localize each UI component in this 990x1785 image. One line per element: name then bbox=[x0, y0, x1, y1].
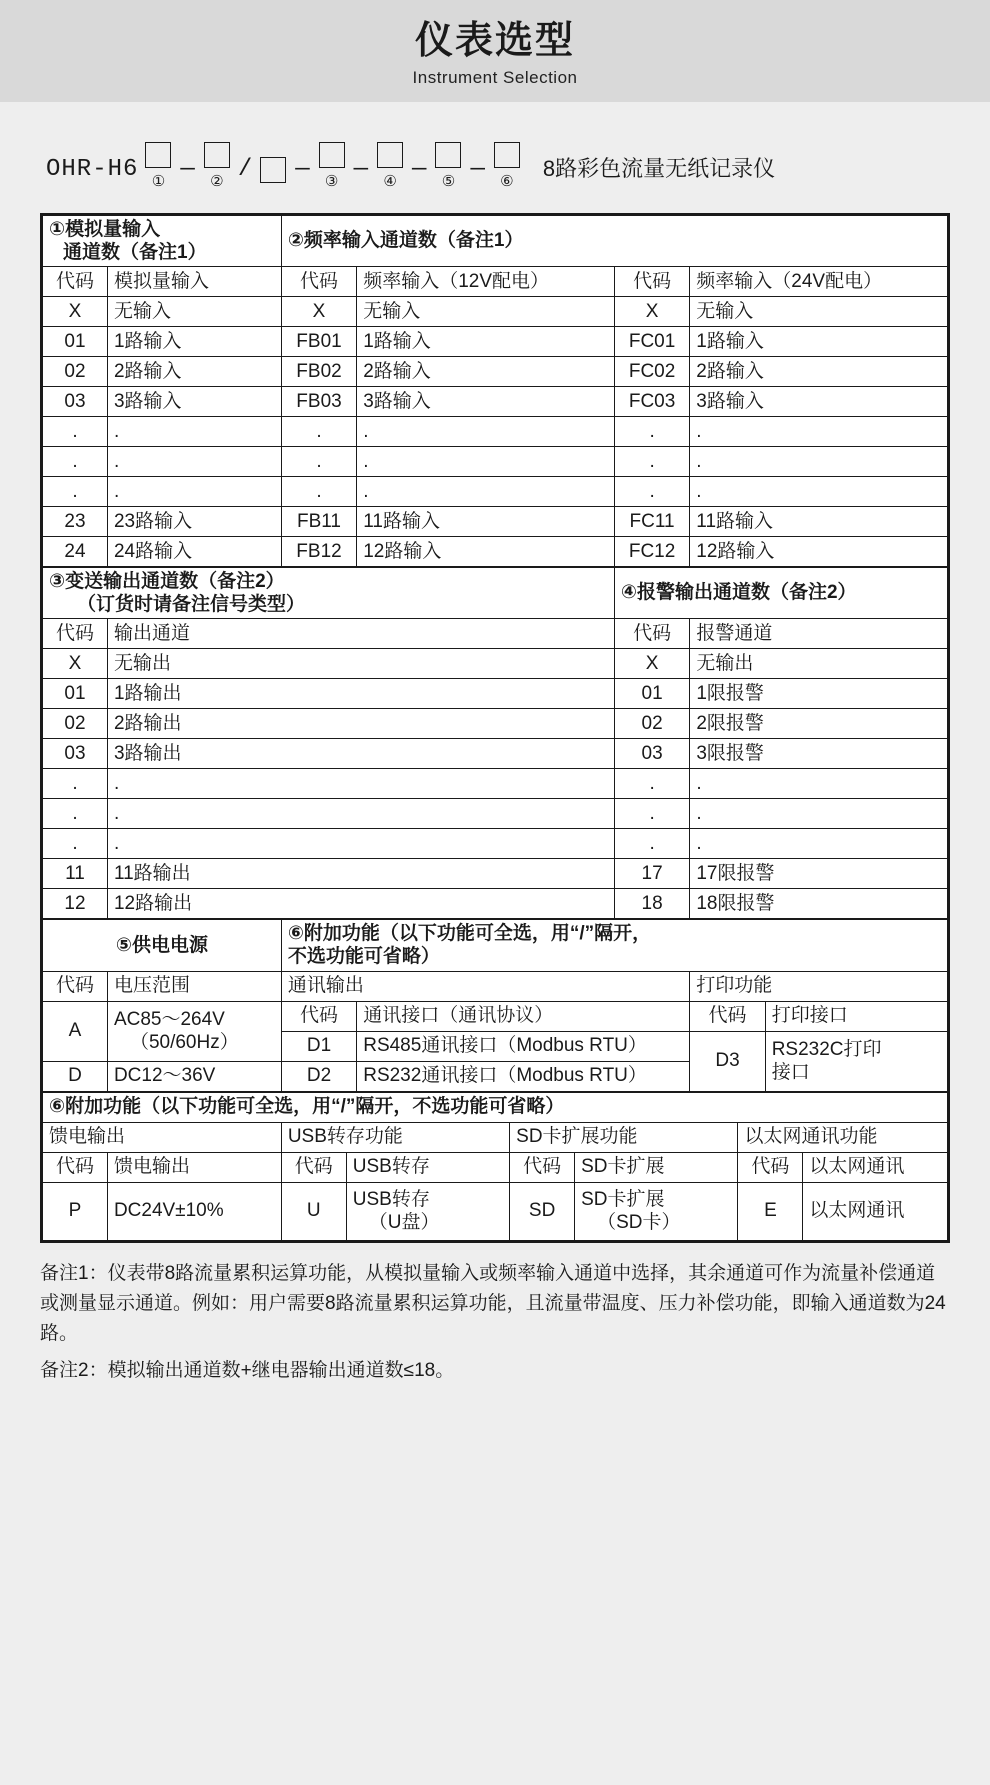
cell-desc: 3限报警 bbox=[690, 739, 948, 769]
header-sd-function: SD卡扩展功能 bbox=[510, 1122, 738, 1152]
cell-code: 12 bbox=[43, 889, 108, 919]
cell-code: 02 bbox=[43, 356, 108, 386]
cell-desc: 无输入 bbox=[107, 296, 281, 326]
section-6b-title: ⑥附加功能（以下功能可全选，用“/”隔开，不选功能可省略） bbox=[43, 1092, 948, 1122]
slot-box-2b[interactable] bbox=[260, 157, 286, 183]
header-sd-ext: SD卡扩展 bbox=[575, 1152, 738, 1182]
header-comm-interface: 通讯接口（通讯协议） bbox=[357, 1001, 690, 1031]
table-row bbox=[43, 416, 948, 446]
cell-desc: . bbox=[107, 416, 281, 446]
cell-desc: . bbox=[690, 446, 948, 476]
table-row bbox=[43, 296, 948, 326]
cell-desc: . bbox=[107, 829, 614, 859]
power-a-line1: AC85～264V bbox=[113, 1008, 225, 1030]
cell-desc: 无输入 bbox=[690, 296, 948, 326]
section-1-title bbox=[43, 215, 282, 266]
cell-code: FB12 bbox=[281, 536, 356, 566]
table-row bbox=[43, 1182, 948, 1240]
cell-desc: 1限报警 bbox=[690, 679, 948, 709]
cell-desc: 23路输入 bbox=[107, 506, 281, 536]
table-row bbox=[43, 619, 948, 649]
cell-desc-sd bbox=[575, 1182, 738, 1240]
header-code-5: 代码 bbox=[614, 619, 689, 649]
cell-code: . bbox=[614, 799, 689, 829]
table-row bbox=[43, 1001, 948, 1031]
cell-code: 24 bbox=[43, 536, 108, 566]
model-separator-5: — bbox=[412, 155, 427, 183]
cell-desc: 11路输入 bbox=[357, 506, 615, 536]
table-row bbox=[43, 476, 948, 506]
cell-code: FC03 bbox=[614, 386, 689, 416]
cell-desc: 1路输出 bbox=[107, 679, 614, 709]
cell-desc: 11路输入 bbox=[690, 506, 948, 536]
cell-code-usb: U bbox=[281, 1182, 346, 1240]
selection-tables bbox=[40, 213, 950, 1243]
model-prefix: OHR-H6 bbox=[46, 155, 139, 183]
section-6-title-line2: 不选功能可省略） bbox=[287, 946, 440, 968]
cell-code: . bbox=[614, 769, 689, 799]
model-slot-5[interactable] bbox=[428, 142, 468, 189]
cell-desc: . bbox=[357, 416, 615, 446]
cell-code: . bbox=[614, 476, 689, 506]
slot-box-6[interactable] bbox=[494, 142, 520, 168]
header-print-function: 打印功能 bbox=[690, 971, 948, 1001]
cell-desc: . bbox=[107, 446, 281, 476]
cell-desc: 2路输出 bbox=[107, 709, 614, 739]
cell-code: 03 bbox=[43, 739, 108, 769]
cell-code: 03 bbox=[43, 386, 108, 416]
slot-number-2: ② bbox=[210, 172, 224, 190]
cell-code-print: D3 bbox=[690, 1031, 765, 1091]
header-code-1: 代码 bbox=[43, 266, 108, 296]
table-row bbox=[43, 1092, 948, 1122]
slot-box-4[interactable] bbox=[377, 142, 403, 168]
cell-desc: . bbox=[690, 799, 948, 829]
cell-code: FC12 bbox=[614, 536, 689, 566]
cell-desc: 2路输入 bbox=[357, 356, 615, 386]
cell-desc: . bbox=[357, 446, 615, 476]
cell-code: 01 bbox=[614, 679, 689, 709]
header-usb-save: USB转存 bbox=[346, 1152, 509, 1182]
cell-code: X bbox=[43, 296, 108, 326]
header-feed-output-2: 馈电输出 bbox=[107, 1152, 281, 1182]
cell-code: . bbox=[281, 416, 356, 446]
cell-desc: 11路输出 bbox=[107, 859, 614, 889]
cell-desc-print bbox=[765, 1031, 947, 1091]
header-comm-output: 通讯输出 bbox=[281, 971, 689, 1001]
cell-desc: . bbox=[690, 476, 948, 506]
cell-desc: 12路输入 bbox=[690, 536, 948, 566]
table-row bbox=[43, 1122, 948, 1152]
cell-desc-usb bbox=[346, 1182, 509, 1240]
table-row bbox=[43, 1152, 948, 1182]
cell-code: D2 bbox=[281, 1061, 356, 1091]
slot-number-4: ④ bbox=[383, 172, 397, 190]
table-row bbox=[43, 769, 948, 799]
section-1-title-line2: 通道数（备注1） bbox=[63, 241, 207, 263]
cell-desc: RS485通讯接口（Modbus RTU） bbox=[357, 1031, 690, 1061]
header-eth-comm: 以太网通讯 bbox=[803, 1152, 948, 1182]
table-row bbox=[43, 446, 948, 476]
table-extra-functions bbox=[42, 1092, 948, 1241]
cell-desc: 无输出 bbox=[107, 649, 614, 679]
table-row bbox=[43, 920, 948, 971]
model-slot-group bbox=[138, 142, 526, 189]
header-analog-input: 模拟量输入 bbox=[107, 266, 281, 296]
cell-desc-power-d: DC12～36V bbox=[107, 1061, 281, 1091]
header-code-4: 代码 bbox=[43, 619, 108, 649]
cell-desc: 12路输入 bbox=[357, 536, 615, 566]
cell-code: . bbox=[43, 476, 108, 506]
cell-code: X bbox=[614, 649, 689, 679]
section-6-title bbox=[281, 920, 947, 971]
model-separator-4: — bbox=[353, 155, 369, 183]
section-4-title: ④报警输出通道数（备注2） bbox=[614, 567, 947, 618]
model-separator-6: — bbox=[470, 155, 485, 183]
section-2-title: ②频率输入通道数（备注1） bbox=[281, 215, 947, 266]
cell-code: 11 bbox=[43, 859, 108, 889]
cell-code: 23 bbox=[43, 506, 108, 536]
section-3-title-line2: （订货时请备注信号类型） bbox=[77, 594, 306, 616]
cell-code: X bbox=[614, 296, 689, 326]
sd-line2: （SD卡） bbox=[597, 1212, 681, 1234]
cell-code: . bbox=[43, 446, 108, 476]
cell-code: FB11 bbox=[281, 506, 356, 536]
section-3-title bbox=[43, 567, 615, 618]
model-code-section bbox=[0, 102, 990, 189]
model-slot-2[interactable] bbox=[197, 142, 237, 189]
page-title-en: Instrument Selection bbox=[412, 67, 578, 87]
cell-desc: 1路输入 bbox=[357, 326, 615, 356]
cell-code-sd: SD bbox=[510, 1182, 575, 1240]
slot-box-5[interactable] bbox=[435, 142, 461, 168]
print-line2: 接口 bbox=[771, 1062, 810, 1084]
page-header bbox=[0, 0, 990, 102]
table-output-alarm bbox=[42, 567, 948, 919]
cell-code: 18 bbox=[614, 889, 689, 919]
cell-code: . bbox=[43, 829, 108, 859]
cell-desc: 2路输入 bbox=[107, 356, 281, 386]
header-voltage-range: 电压范围 bbox=[107, 971, 281, 1001]
header-code-9: 代码 bbox=[43, 1152, 108, 1182]
header-code-2: 代码 bbox=[281, 266, 356, 296]
cell-code-eth: E bbox=[738, 1182, 803, 1240]
usb-line2: （U盘） bbox=[368, 1212, 440, 1234]
cell-desc: 1路输入 bbox=[107, 326, 281, 356]
table-row bbox=[43, 567, 948, 618]
header-freq-12v: 频率输入（12V配电） bbox=[357, 266, 615, 296]
model-slot-4[interactable] bbox=[370, 142, 410, 189]
power-a-line2: （50/60Hz） bbox=[129, 1032, 239, 1054]
sd-line1: SD卡扩展 bbox=[581, 1188, 665, 1210]
cell-code: 02 bbox=[43, 709, 108, 739]
table-row bbox=[43, 829, 948, 859]
usb-line1: USB转存 bbox=[352, 1188, 430, 1210]
table-row bbox=[43, 326, 948, 356]
cell-desc: 3路输入 bbox=[690, 386, 948, 416]
section-6-title-line1: ⑥附加功能（以下功能可全选，用“/”隔开， bbox=[287, 923, 652, 945]
table-row bbox=[43, 799, 948, 829]
header-usb-function: USB转存功能 bbox=[281, 1122, 509, 1152]
header-feed-output: 馈电输出 bbox=[43, 1122, 282, 1152]
page-title-cn: 仪表选型 bbox=[414, 20, 575, 62]
print-line1: RS232C打印 bbox=[771, 1038, 882, 1060]
cell-code: . bbox=[43, 416, 108, 446]
model-separator-2: / bbox=[237, 155, 253, 183]
header-output-channel: 输出通道 bbox=[107, 619, 614, 649]
header-code-3: 代码 bbox=[614, 266, 689, 296]
model-code-line bbox=[0, 142, 990, 189]
cell-code-power-d: D bbox=[43, 1061, 108, 1091]
cell-code: D1 bbox=[281, 1031, 356, 1061]
cell-desc-eth: 以太网通讯 bbox=[803, 1182, 948, 1240]
cell-code: X bbox=[43, 649, 108, 679]
table-row bbox=[43, 859, 948, 889]
header-code-12: 代码 bbox=[738, 1152, 803, 1182]
table-row bbox=[43, 679, 948, 709]
slot-box-2[interactable] bbox=[204, 142, 230, 168]
slot-box-1[interactable] bbox=[145, 142, 171, 168]
cell-code: . bbox=[43, 799, 108, 829]
model-description: 8路彩色流量无纸记录仪 bbox=[542, 155, 776, 181]
slot-box-3[interactable] bbox=[319, 142, 345, 168]
header-code-7: 代码 bbox=[281, 1001, 356, 1031]
header-print-interface: 打印接口 bbox=[765, 1001, 947, 1031]
table-row bbox=[43, 889, 948, 919]
cell-desc: 2限报警 bbox=[690, 709, 948, 739]
table-input-channels bbox=[42, 215, 948, 567]
model-slot-2b[interactable] bbox=[253, 157, 293, 189]
cell-desc: 无输入 bbox=[357, 296, 615, 326]
table-row bbox=[43, 386, 948, 416]
cell-desc: 无输出 bbox=[690, 649, 948, 679]
cell-desc: 3路输入 bbox=[107, 386, 281, 416]
cell-desc: 18限报警 bbox=[690, 889, 948, 919]
cell-code: 01 bbox=[43, 326, 108, 356]
cell-code: . bbox=[281, 476, 356, 506]
cell-desc: 2路输入 bbox=[690, 356, 948, 386]
cell-desc: . bbox=[690, 416, 948, 446]
header-alarm-channel: 报警通道 bbox=[690, 619, 948, 649]
cell-code: FC02 bbox=[614, 356, 689, 386]
cell-desc: . bbox=[690, 769, 948, 799]
cell-code: 17 bbox=[614, 859, 689, 889]
model-slot-1[interactable] bbox=[138, 142, 178, 189]
model-slot-6[interactable] bbox=[487, 142, 527, 189]
section-1-title-line1: ①模拟量输入 bbox=[49, 218, 161, 240]
cell-desc: . bbox=[357, 476, 615, 506]
cell-code: X bbox=[281, 296, 356, 326]
cell-code: 02 bbox=[614, 709, 689, 739]
slot-number-5: ⑤ bbox=[441, 172, 456, 190]
notes-section bbox=[40, 1259, 950, 1387]
model-slot-3[interactable] bbox=[312, 142, 352, 189]
cell-desc: 3路输入 bbox=[357, 386, 615, 416]
cell-code: . bbox=[614, 416, 689, 446]
header-code-6: 代码 bbox=[43, 971, 108, 1001]
cell-code: . bbox=[43, 769, 108, 799]
table-row bbox=[43, 506, 948, 536]
cell-desc: RS232通讯接口（Modbus RTU） bbox=[357, 1061, 690, 1091]
header-code-10: 代码 bbox=[281, 1152, 346, 1182]
header-freq-24v: 频率输入（24V配电） bbox=[690, 266, 948, 296]
slot-number-3: ③ bbox=[324, 172, 339, 190]
section-3-title-line1: ③变送输出通道数（备注2） bbox=[49, 570, 285, 592]
table-row bbox=[43, 356, 948, 386]
section-5-title: ⑤供电电源 bbox=[43, 920, 282, 971]
cell-desc: . bbox=[107, 799, 614, 829]
cell-code: . bbox=[614, 446, 689, 476]
cell-desc: 17限报警 bbox=[690, 859, 948, 889]
cell-code-feed: P bbox=[43, 1182, 108, 1240]
slot-number-1: ① bbox=[151, 172, 166, 190]
cell-code: FC11 bbox=[614, 506, 689, 536]
cell-code: FC01 bbox=[614, 326, 689, 356]
table-row bbox=[43, 709, 948, 739]
cell-desc: 24路输入 bbox=[107, 536, 281, 566]
cell-desc: 1路输入 bbox=[690, 326, 948, 356]
slot-number-6: ⑥ bbox=[500, 172, 514, 190]
cell-desc: 12路输出 bbox=[107, 889, 614, 919]
cell-code: . bbox=[281, 446, 356, 476]
note-2: 备注2：模拟输出通道数+继电器输出通道数≤18。 bbox=[40, 1359, 455, 1381]
cell-desc: . bbox=[690, 829, 948, 859]
table-power-comm bbox=[42, 919, 948, 1091]
cell-desc-power-a bbox=[107, 1001, 281, 1061]
cell-code: 03 bbox=[614, 739, 689, 769]
table-row bbox=[43, 266, 948, 296]
cell-desc: . bbox=[107, 769, 614, 799]
cell-desc: . bbox=[107, 476, 281, 506]
model-separator-1: — bbox=[180, 155, 195, 183]
header-code-11: 代码 bbox=[510, 1152, 575, 1182]
cell-code: FB03 bbox=[281, 386, 356, 416]
header-eth-function: 以太网通讯功能 bbox=[738, 1122, 948, 1152]
table-row bbox=[43, 215, 948, 266]
model-separator-3: — bbox=[295, 155, 310, 183]
header-code-8: 代码 bbox=[690, 1001, 765, 1031]
table-row bbox=[43, 739, 948, 769]
table-row bbox=[43, 649, 948, 679]
cell-code-power-a: A bbox=[43, 1001, 108, 1061]
table-row bbox=[43, 536, 948, 566]
cell-code: . bbox=[614, 829, 689, 859]
cell-code: FB01 bbox=[281, 326, 356, 356]
cell-code: 01 bbox=[43, 679, 108, 709]
cell-code: FB02 bbox=[281, 356, 356, 386]
cell-desc: 3路输出 bbox=[107, 739, 614, 769]
note-1: 备注1：仪表带8路流量累积运算功能，从模拟量输入或频率输入通道中选择，其余通道可作为流量补偿通道或测量显示通道。例如：用户需要8路流量累积运算功能，且流量带温度、压力补偿功能，即输入通道数为24路。 bbox=[40, 1262, 946, 1345]
table-row bbox=[43, 971, 948, 1001]
cell-desc-feed: DC24V±10% bbox=[107, 1182, 281, 1240]
